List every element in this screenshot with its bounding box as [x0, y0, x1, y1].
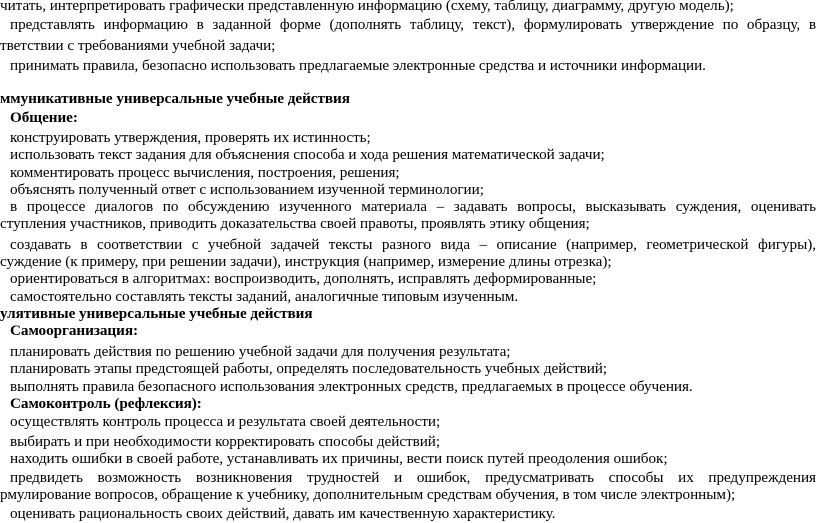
- text-line: представлять информацию в заданной форме (дополнять таблицу, текст), формулировать утверждение по образцу, в: [10, 16, 816, 33]
- section-heading: улятивные универсальные учебные действия: [0, 305, 313, 322]
- text-line: читать, интерпретировать графически представленную информацию (схему, таблицу, диаграмму, другую модель);: [0, 0, 734, 14]
- text-line: рмулирование вопросов, обращение к учебнику, дополнительным средствам обучения, в том числе электронным);: [0, 486, 736, 503]
- text-line: планировать действия по решению учебной задачи для получения результата;: [10, 343, 511, 360]
- text-line: объяснять полученный ответ с использованием изученной терминологии;: [10, 181, 484, 198]
- text-line: использовать текст задания для объяснения способа и хода решения математической задачи;: [10, 146, 605, 163]
- text-line: суждение (к примеру, при решении задачи), инструкция (например, измерение длины отрезка);: [0, 253, 612, 270]
- text-line: создавать в соответствии с учебной задачей тексты разного вида – описание (например, геометрической фигуры),: [10, 236, 816, 253]
- text-line: самостоятельно составлять тексты заданий, аналогичные типовым изученным.: [10, 288, 519, 305]
- text-line: конструировать утверждения, проверять их истинность;: [10, 129, 371, 146]
- subsection-heading: Самоконтроль (рефлексия):: [10, 395, 202, 412]
- text-line: оценивать рациональность своих действий, давать им качественную характеристику.: [10, 505, 556, 522]
- text-line: находить ошибки в своей работе, устанавливать их причины, вести поиск путей преодоления ошибок;: [10, 450, 668, 467]
- text-line: тветствии с требованиями учебной задачи;: [0, 37, 276, 54]
- text-line: осуществлять контроль процесса и результата своей деятельности;: [10, 413, 441, 430]
- subsection-heading: Общение:: [10, 109, 78, 126]
- text-line: выполнять правила безопасного использования электронных средств, предлагаемых в процессе обучения.: [10, 378, 693, 395]
- text-line: ступления участников, приводить доказательства своей правоты, проявлять этику общения;: [0, 215, 590, 232]
- text-line: комментировать процесс вычисления, построения, решения;: [10, 164, 400, 181]
- text-line: ориентироваться в алгоритмах: воспроизводить, дополнять, исправлять деформированные;: [10, 270, 597, 287]
- text-line: планировать этапы предстоящей работы, определять последовательность учебных действий;: [10, 360, 608, 377]
- text-line: принимать правила, безопасно использовать предлагаемые электронные средства и источники информации.: [10, 57, 706, 74]
- text-line: в процессе диалогов по обсуждению изученного материала – задавать вопросы, высказывать суждения, оценивать: [10, 198, 816, 215]
- subsection-heading: Самоорганизация:: [10, 322, 139, 339]
- text-line: предвидеть возможность возникновения трудностей и ошибок, предусматривать способы их предупреждения: [10, 469, 816, 486]
- section-heading: ммуникативные универсальные учебные действия: [0, 90, 350, 107]
- text-line: выбирать и при необходимости корректировать способы действий;: [10, 433, 441, 450]
